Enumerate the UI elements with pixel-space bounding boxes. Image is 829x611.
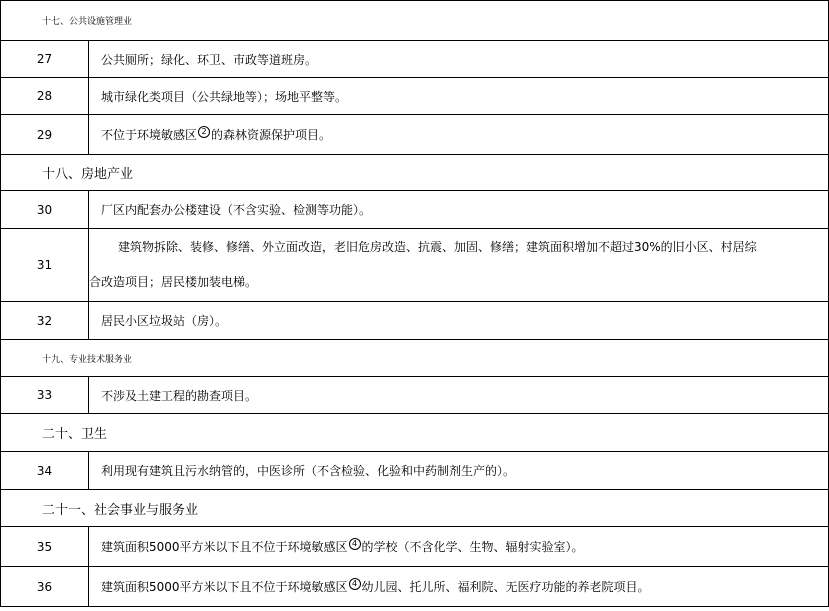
section-row xyxy=(1,340,829,377)
item-description: 公共厕所；绿化、环卫、市政等道班房。 xyxy=(89,41,829,78)
table-row xyxy=(1,78,829,115)
item-description: 利用现有建筑且污水纳管的，中医诊所（不含检验、化验和中药制剂生产的）。 xyxy=(89,452,829,490)
section-title: 二十一、社会事业与服务业 xyxy=(1,490,829,527)
table-row xyxy=(1,302,829,340)
item-description: 不涉及土建工程的勘查项目。 xyxy=(89,377,829,414)
item-number: 29 xyxy=(1,115,89,155)
item-description xyxy=(89,229,829,302)
description-text: 建筑面积5000平方米以下且不位于环境敏感区 xyxy=(101,580,348,594)
item-description: 厂区内配套办公楼建设（不含实验、检测等功能）。 xyxy=(89,191,829,229)
description-text: 合改造项目；居民楼加装电梯。 xyxy=(89,275,258,289)
section-title: 十八、房地产业 xyxy=(1,155,829,191)
item-description xyxy=(89,527,829,567)
table-row xyxy=(1,115,829,155)
table-row xyxy=(1,229,829,302)
description-text: 幼儿园、托儿所、福利院、无医疗功能的养老院项目。 xyxy=(361,580,650,594)
item-description xyxy=(89,115,829,155)
item-number: 30 xyxy=(1,191,89,229)
table-row xyxy=(1,41,829,78)
item-description: 居民小区垃圾站（房）。 xyxy=(89,302,829,340)
item-number: 36 xyxy=(1,567,89,607)
table-row xyxy=(1,527,829,567)
item-number: 35 xyxy=(1,527,89,567)
footnote-marker: 4 xyxy=(349,538,361,550)
table-row xyxy=(1,191,829,229)
description-text: 的森林资源保护项目。 xyxy=(211,128,332,142)
description-text: 建筑面积5000平方米以下且不位于环境敏感区 xyxy=(101,540,348,554)
item-number: 28 xyxy=(1,78,89,115)
table-row xyxy=(1,567,829,607)
section-row xyxy=(1,155,829,191)
section-title: 十九、专业技术服务业 xyxy=(1,340,829,377)
item-number: 27 xyxy=(1,41,89,78)
section-row xyxy=(1,414,829,452)
description-text: 不位于环境敏感区 xyxy=(101,128,198,142)
section-title: 十七、公共设施管理业 xyxy=(1,1,829,41)
footnote-marker: 4 xyxy=(349,578,361,590)
section-title: 二十、卫生 xyxy=(1,414,829,452)
footnote-marker: 2 xyxy=(198,126,210,138)
section-row xyxy=(1,490,829,527)
table-row xyxy=(1,377,829,414)
description-text: 的学校（不含化学、生物、辐射实验室）。 xyxy=(361,540,584,554)
item-number: 33 xyxy=(1,377,89,414)
description-text: 建筑物拆除、装修、修缮、外立面改造，老旧危房改造、抗震、加固、修缮；建筑面积增加不超过30%的旧小区、村居综 xyxy=(118,240,757,254)
item-description: 城市绿化类项目（公共绿地等）；场地平整等。 xyxy=(89,78,829,115)
table-row xyxy=(1,452,829,490)
item-number: 31 xyxy=(1,229,89,302)
section-row xyxy=(1,1,829,41)
item-number: 34 xyxy=(1,452,89,490)
item-number: 32 xyxy=(1,302,89,340)
item-description xyxy=(89,567,829,607)
